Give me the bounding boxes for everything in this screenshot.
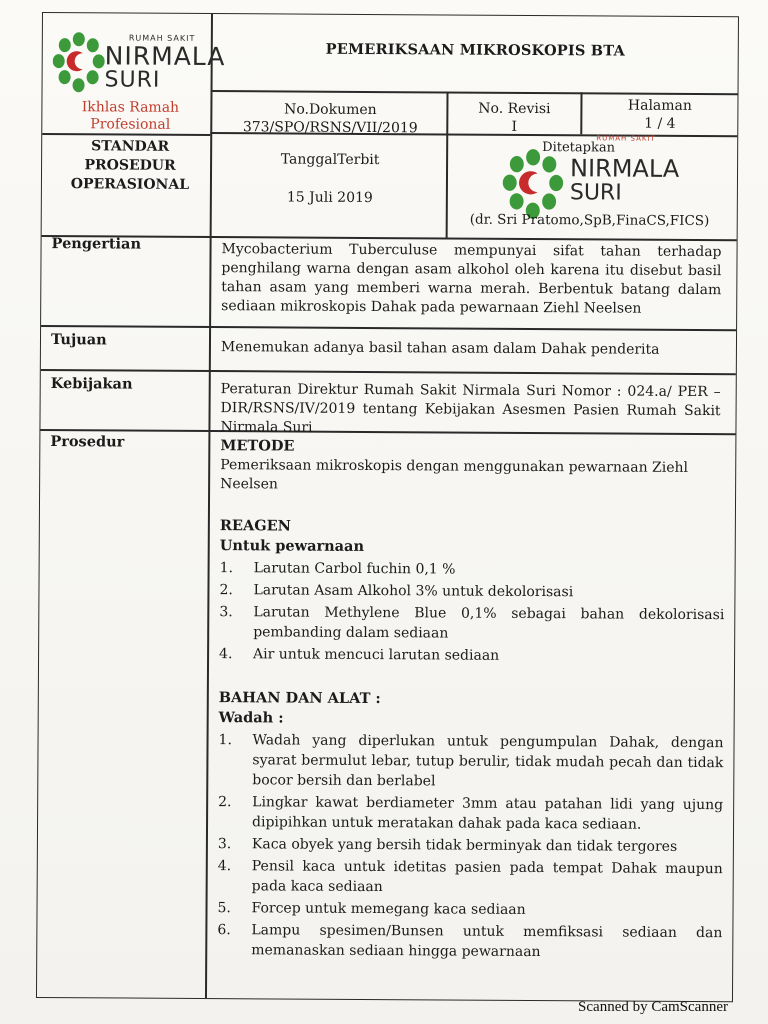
logo-name: NIRMALA (104, 41, 226, 72)
hospital-motto: Ikhlas Ramah Profesional (81, 99, 180, 133)
wadah-list (217, 730, 723, 963)
scanner-watermark: Scanned by CamScanner (578, 999, 728, 1015)
hospital-logo (52, 31, 226, 102)
bahan-heading: BAHAN DAN ALAT : (218, 689, 381, 708)
logo-subtitle: RUMAH SAKIT (128, 33, 196, 43)
stamp-name: SURI (569, 180, 622, 206)
document-title: PEMERIKSAAN MIKROSKOPIS BTA (325, 40, 625, 60)
reagen-list (219, 558, 725, 667)
sop-document (36, 12, 739, 1002)
divider (41, 369, 736, 375)
document-number: No.Dokumen 373/SPO/RSNS/VII/2019 (242, 101, 418, 137)
list-item: 6. Lampu spesimen/Bunsen untuk memfiksasi sediaan dan memanaskan sediaan hingga pewarnaan (217, 922, 723, 961)
metode-heading: METODE (220, 437, 295, 455)
sop-label: STANDAR PROSEDUR OPERASIONAL (70, 138, 190, 193)
tujuan-text: Menemukan adanya basil tahan asam dalam Dahak penderita (220, 339, 660, 358)
pengertian-text: Mycobacterium Tuberculuse mempunyai sifat tahan terhadap penghilang warna dengan asam alkohol oleh karena itu disebut basil tahan asam yang memberi warna merah. Berbentuk batang dalam sediaan mikroskopis Dahak pada pewarnaan Ziehl Neelsen (221, 241, 722, 317)
list-item: 1. Larutan Carbol fuchin 0,1 % (219, 560, 456, 578)
approval-stamp (460, 134, 738, 240)
stamp-logo-icon (500, 148, 566, 220)
kebijakan-text: Peraturan Direktur Rumah Sakit Nirmala Suri Nomor : 024.a/ PER – DIR/RSNS/IV/2019 tentang Kebijakan Asesmen Pasien Rumah Sakit Nirmala Suri (220, 381, 721, 436)
label-tujuan: Tujuan (50, 331, 107, 349)
divider (211, 90, 738, 95)
list-item: 3. Larutan Methylene Blue 0,1% sebagai bahan dekolorisasi pembanding dalam sediaan (219, 604, 725, 642)
logo-leaf-icon (53, 31, 105, 93)
label-pengertian: Pengertian (51, 235, 142, 253)
list-item: 4. Air untuk mencuci larutan sediaan (219, 646, 500, 664)
reagen-subheading: Untuk pewarnaan (219, 537, 365, 555)
list-item: 3. Kaca obyek yang bersih tidak berminyak dan tidak tergores (217, 836, 678, 855)
metode-text: Pemeriksaan mikroskopis dengan menggunakan pewarnaan Ziehl Neelsen (220, 457, 689, 493)
divider (205, 236, 211, 998)
label-prosedur: Prosedur (50, 433, 125, 451)
stamp-signatory: (dr. Sri Pratomo,SpB,FinaCS,FICS) (469, 211, 710, 230)
revision-number: No. Revisi I (478, 100, 551, 135)
label-kebijakan: Kebijakan (50, 375, 133, 393)
prosedur-content (217, 436, 725, 965)
issue-date: TanggalTerbit 15 Juli 2019 (280, 151, 380, 207)
page-number: Halaman 1 / 4 (627, 97, 693, 132)
stamp-ditetapkan: Ditetapkan (542, 140, 616, 156)
list-item: 4. Pensil kaca untuk idetitas pasien pada tempat Dahak maupun pada kaca sediaan (217, 858, 723, 896)
wadah-heading: Wadah : (218, 709, 284, 727)
stamp-subtitle: RUMAH SAKIT (596, 134, 656, 143)
divider (41, 325, 736, 331)
list-item: 2. Lingkar kawat berdiameter 3mm atau patahan lidi yang ujung dipipihkan untuk meratakan dahak pada kaca sediaan. (218, 794, 724, 833)
list-item: 1. Wadah yang diperlukan untuk pengumpulan Dahak, dengan syarat bermulut lebar, tutup berulir, tidak mudah pecah dan tidak bocor bersih dan berlabel (218, 732, 724, 790)
list-item: 2. Larutan Asam Alkohol 3% untuk dekolorisasi (219, 582, 574, 601)
list-item: 5. Forcep untuk memegang kaca sediaan (217, 900, 526, 918)
stamp-name: NIRMALA (569, 154, 680, 183)
logo-name: SURI (104, 67, 161, 93)
reagen-heading: REAGEN (219, 517, 291, 535)
